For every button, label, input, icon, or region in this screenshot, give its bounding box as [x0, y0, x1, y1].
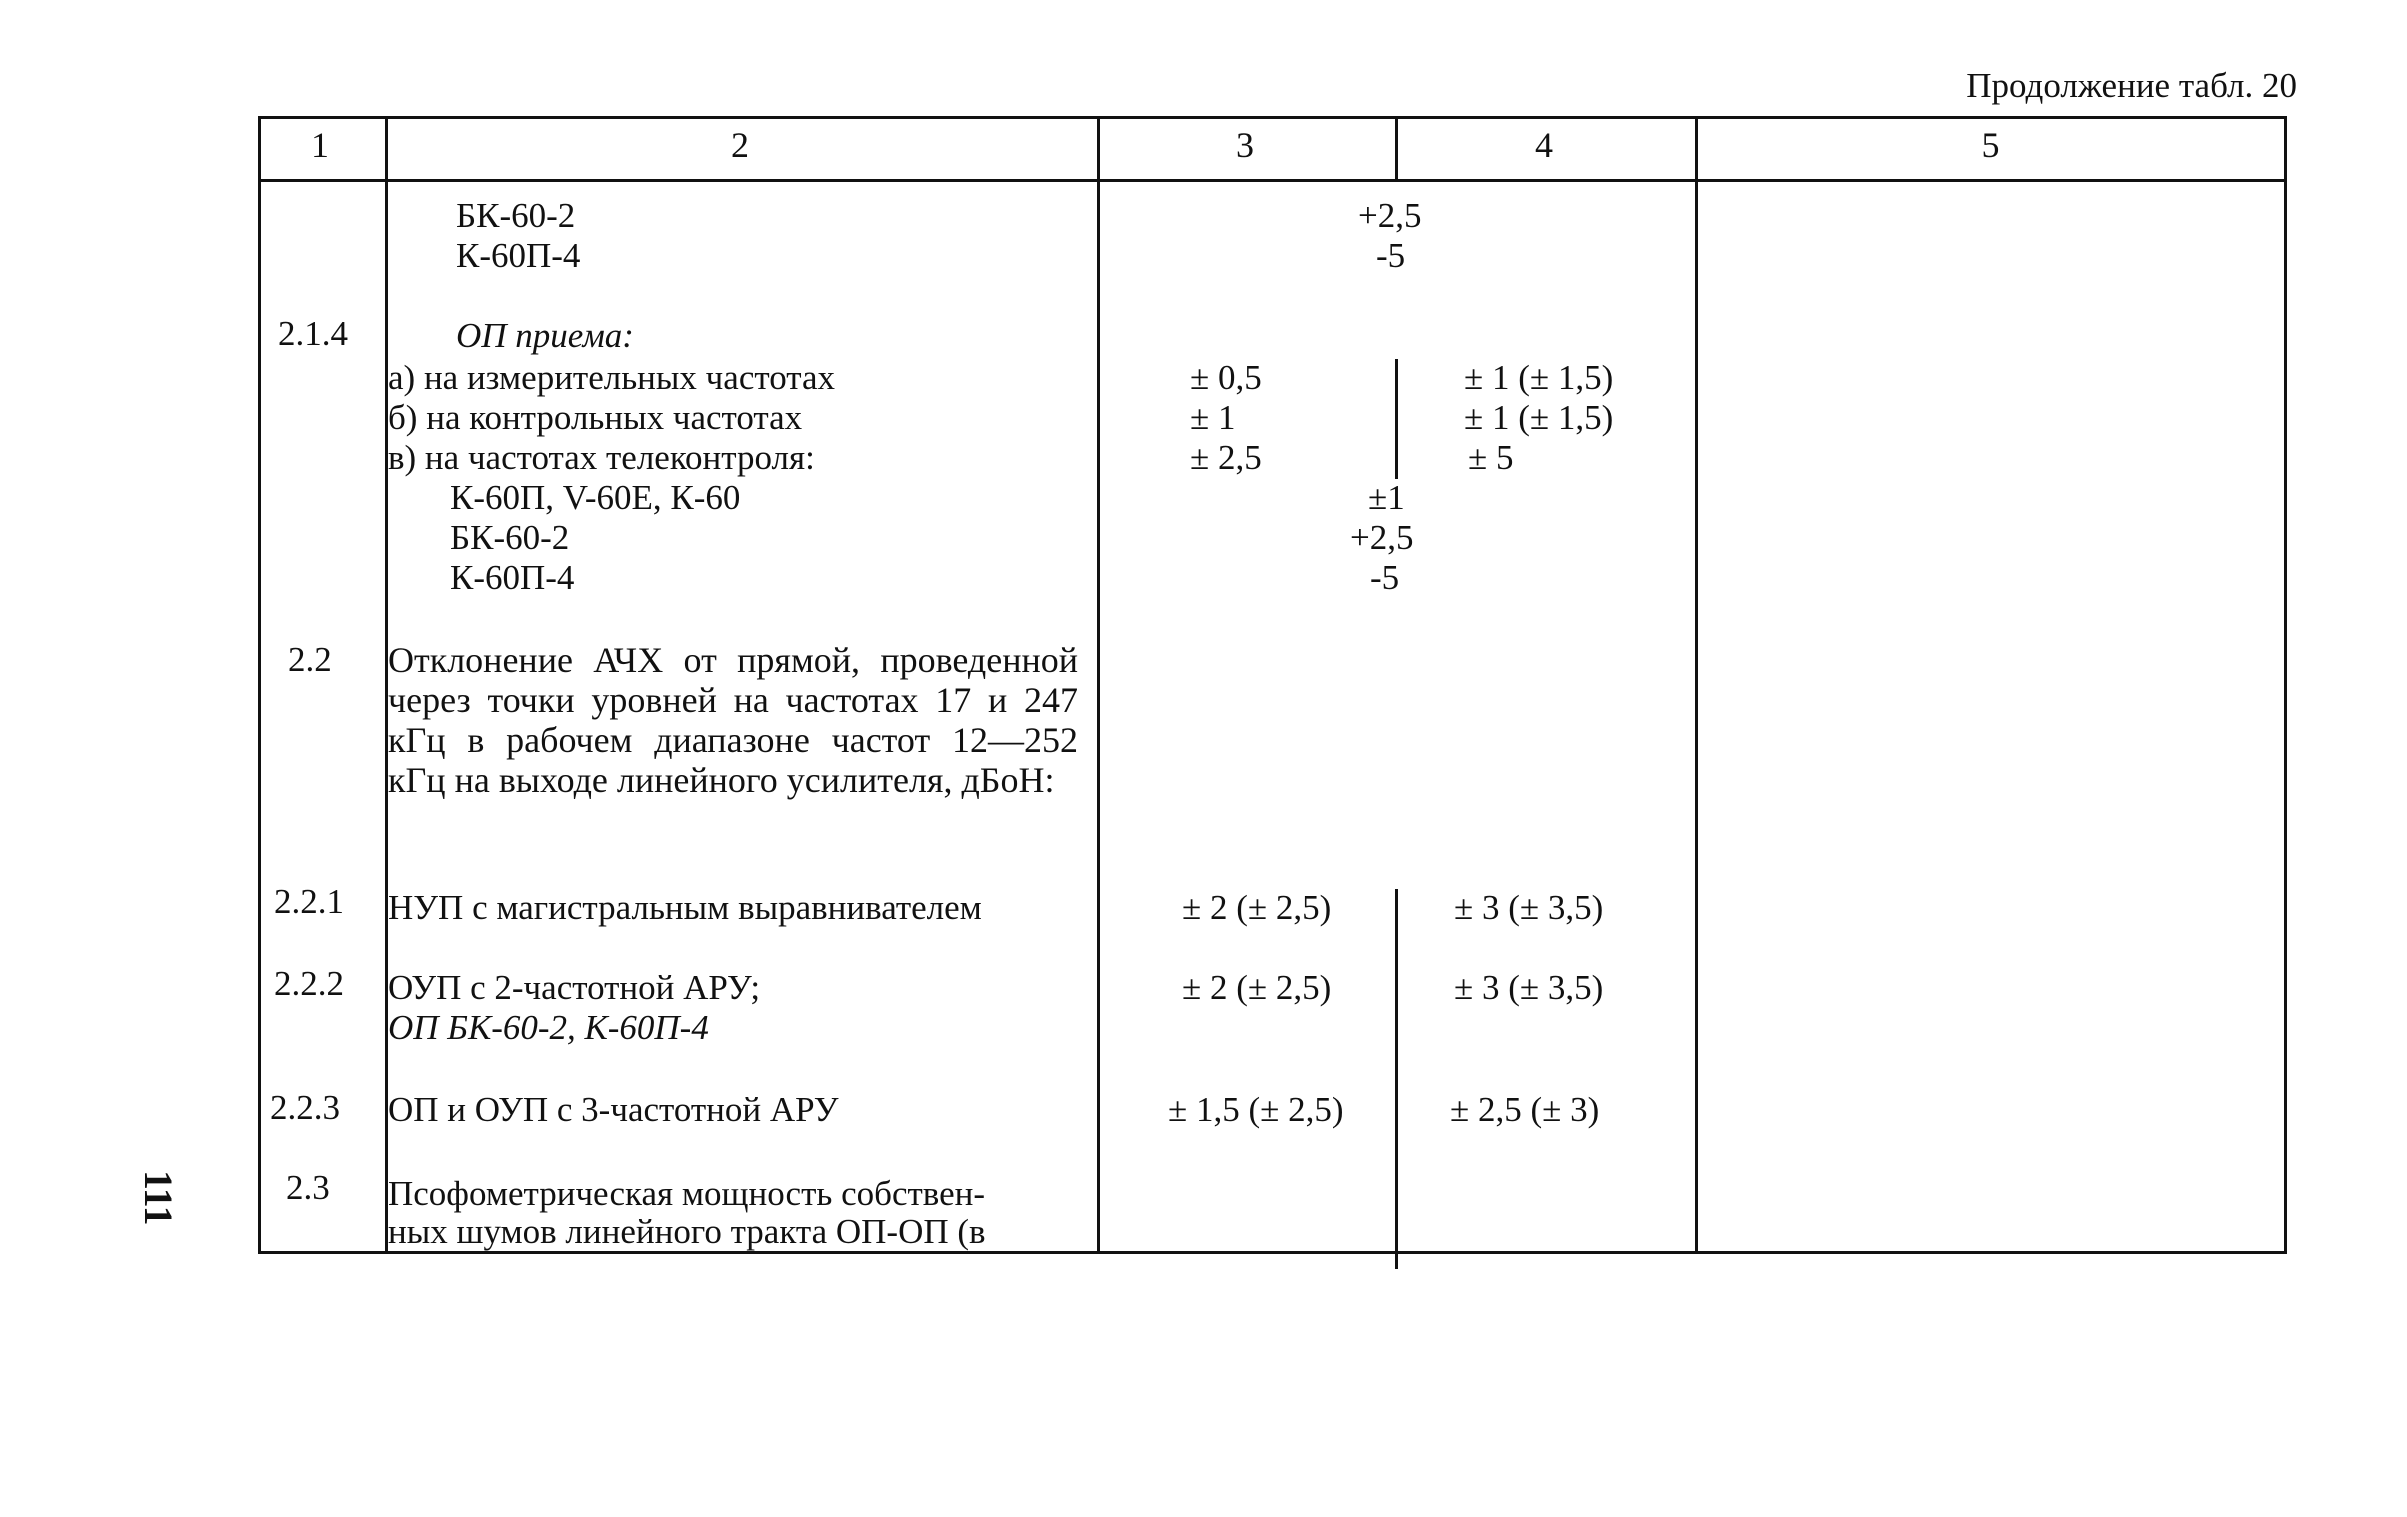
r223-col3: ± 1,5 (± 2,5)	[1168, 1090, 1344, 1129]
r214-b-col4: ± 1 (± 1,5)	[1464, 398, 1614, 437]
r22-number: 2.2	[288, 640, 332, 679]
r22-text: Отклонение АЧХ от прямой, проведенной через точки уровней на частотах 17 и 247 кГц в рабочем диапазоне частот 12—252 кГц на выходе линейного усилителя, дБоН:	[388, 640, 1078, 800]
r214-a-col4: ± 1 (± 1,5)	[1464, 358, 1614, 397]
col34-divider-214	[1395, 359, 1398, 479]
r214-c-col3: ± 2,5	[1190, 438, 1262, 477]
r23-line1: Псофометрическая мощность собствен-	[388, 1174, 986, 1213]
header-col-4: 4	[1535, 125, 1553, 165]
r214-c-col4: ± 5	[1468, 438, 1514, 477]
r221-col3: ± 2 (± 2,5)	[1182, 888, 1332, 927]
header-col-5: 5	[1981, 125, 2000, 165]
r221-number: 2.2.1	[274, 882, 344, 921]
col-divider-4-5	[1695, 119, 1698, 1254]
r214-sub2-value: +2,5	[1350, 518, 1414, 557]
r223-number: 2.2.3	[270, 1088, 340, 1127]
r214-a: а) на измерительных частотах	[388, 358, 835, 397]
r214-b-col3: ± 1	[1190, 398, 1236, 437]
r23-number: 2.3	[286, 1168, 330, 1207]
r214-sub2: БК-60-2	[450, 518, 570, 557]
r1-value1: +2,5	[1358, 196, 1422, 235]
r214-sub1-value: ±1	[1368, 478, 1405, 517]
r223-col4: ± 2,5 (± 3)	[1450, 1090, 1600, 1129]
r1-value2: -5	[1376, 236, 1406, 275]
r214-title: ОП приема:	[456, 316, 634, 355]
page-number: 111	[136, 1170, 181, 1226]
r1-line2: К-60П-4	[456, 236, 581, 275]
r222-text: ОУП с 2-частотной АРУ;	[388, 968, 761, 1007]
r214-number: 2.1.4	[278, 314, 348, 353]
r222-number: 2.2.2	[274, 964, 344, 1003]
col34-divider-22	[1395, 889, 1398, 1269]
r214-c: в) на частотах телеконтроля:	[388, 438, 815, 477]
r221-col4: ± 3 (± 3,5)	[1454, 888, 1604, 927]
r214-sub1: К-60П, V-60Е, К-60	[450, 478, 741, 517]
r222-text2: ОП БК-60-2, К-60П-4	[388, 1008, 709, 1047]
header-rule	[261, 179, 2287, 182]
header-col-2: 2	[731, 125, 749, 165]
r222-col4: ± 3 (± 3,5)	[1454, 968, 1604, 1007]
table-caption: Продолжение табл. 20	[1966, 66, 2297, 105]
header-col-3: 3	[1236, 125, 1254, 165]
r1-line1: БК-60-2	[456, 196, 576, 235]
r23-line2: ных шумов линейного тракта ОП-ОП (в	[388, 1212, 986, 1251]
r223-text: ОП и ОУП с 3-частотной АРУ	[388, 1090, 839, 1129]
col-divider-2-3	[1097, 119, 1100, 1254]
header-col-1: 1	[311, 125, 329, 165]
r221-text: НУП с магистральным выравнивателем	[388, 888, 982, 927]
r214-sub3: К-60П-4	[450, 558, 575, 597]
r222-col3: ± 2 (± 2,5)	[1182, 968, 1332, 1007]
r214-sub3-value: -5	[1370, 558, 1400, 597]
r214-a-col3: ± 0,5	[1190, 358, 1262, 397]
r214-b: б) на контрольных частотах	[388, 398, 803, 437]
